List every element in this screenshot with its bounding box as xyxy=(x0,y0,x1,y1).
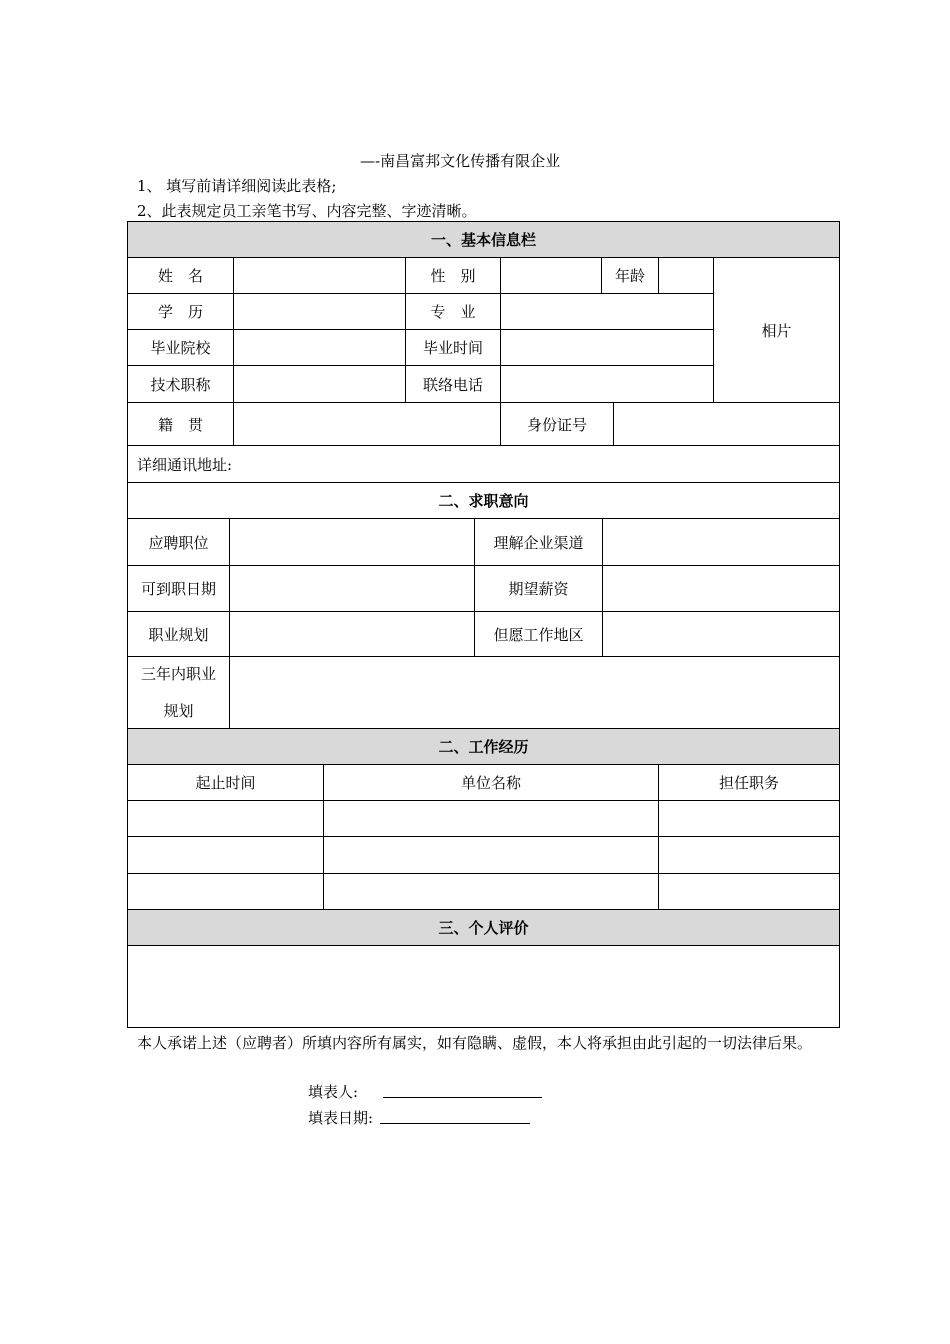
work-row-2-role[interactable] xyxy=(658,836,840,874)
signer-line[interactable] xyxy=(383,1097,542,1098)
three-year-plan-label-line1: 三年内职业 xyxy=(140,664,216,683)
start-date-label: 可到职日期 xyxy=(127,565,230,612)
section-basic-info-header: 一、基本信息栏 xyxy=(127,221,840,258)
position-label: 应聘职位 xyxy=(127,518,230,566)
three-year-plan-field[interactable] xyxy=(229,656,840,729)
age-label: 年龄 xyxy=(601,257,659,294)
work-row-2-company[interactable] xyxy=(323,836,659,874)
work-area-label: 但愿工作地区 xyxy=(474,611,603,657)
col-time-header: 起止时间 xyxy=(127,764,324,801)
col-role-header: 担任职务 xyxy=(658,764,840,801)
instruction-note-1: 1、 填写前请详细阅读此表格; xyxy=(137,177,337,195)
tech-title-label: 技术职称 xyxy=(127,365,234,403)
section-work-history-header: 二、工作经历 xyxy=(127,728,840,765)
name-field[interactable] xyxy=(233,257,406,294)
three-year-plan-label-line2: 规划 xyxy=(163,701,194,720)
work-row-2-time[interactable] xyxy=(127,836,324,874)
education-field[interactable] xyxy=(233,293,406,330)
work-row-3-role[interactable] xyxy=(658,873,840,910)
work-row-3-company[interactable] xyxy=(323,873,659,910)
career-plan-label: 职业规划 xyxy=(127,611,230,657)
position-field[interactable] xyxy=(229,518,475,566)
id-number-field[interactable] xyxy=(613,402,840,446)
gender-field[interactable] xyxy=(500,257,602,294)
self-evaluation-field[interactable] xyxy=(127,945,840,1028)
native-place-label: 籍 贯 xyxy=(127,402,234,446)
work-area-field[interactable] xyxy=(602,611,840,657)
name-label: 姓 名 xyxy=(127,257,234,294)
school-label: 毕业院校 xyxy=(127,329,234,366)
address-field[interactable]: 详细通讯地址: xyxy=(127,445,840,483)
career-plan-field[interactable] xyxy=(229,611,475,657)
native-place-field[interactable] xyxy=(233,402,501,446)
salary-field[interactable] xyxy=(602,565,840,612)
section-self-evaluation-header: 三、个人评价 xyxy=(127,909,840,946)
age-field[interactable] xyxy=(658,257,714,294)
channel-label: 理解企业渠道 xyxy=(474,518,603,566)
date-line[interactable] xyxy=(380,1123,530,1124)
gender-label: 性 别 xyxy=(405,257,501,294)
major-field[interactable] xyxy=(500,293,714,330)
pledge-statement: 本人承诺上述（应聘者）所填内容所有属实，如有隐瞒、虚假，本人将承担由此引起的一切法律后果。 xyxy=(137,1034,813,1052)
school-field[interactable] xyxy=(233,329,406,366)
instruction-note-2: 2、此表规定员工亲笔书写、内容完整、字迹清晰。 xyxy=(137,202,477,220)
tech-title-field[interactable] xyxy=(233,365,406,403)
grad-time-field[interactable] xyxy=(500,329,714,366)
work-row-1-company[interactable] xyxy=(323,800,659,837)
signer-label: 填表人: xyxy=(308,1083,359,1101)
education-label: 学 历 xyxy=(127,293,234,330)
work-row-1-time[interactable] xyxy=(127,800,324,837)
section-job-intent-header: 二、求职意向 xyxy=(127,482,840,519)
phone-label: 联络电话 xyxy=(405,365,501,403)
three-year-plan-label xyxy=(127,656,230,729)
work-row-1-role[interactable] xyxy=(658,800,840,837)
phone-field[interactable] xyxy=(500,365,714,403)
salary-label: 期望薪资 xyxy=(474,565,603,612)
work-row-3-time[interactable] xyxy=(127,873,324,910)
major-label: 专 业 xyxy=(405,293,501,330)
company-subtitle: —-南昌富邦文化传播有限企业 xyxy=(360,152,561,170)
grad-time-label: 毕业时间 xyxy=(405,329,501,366)
date-label: 填表日期: xyxy=(308,1109,374,1127)
col-company-header: 单位名称 xyxy=(323,764,659,801)
photo-box[interactable]: 相片 xyxy=(713,257,840,403)
id-number-label: 身份证号 xyxy=(500,402,614,446)
channel-field[interactable] xyxy=(602,518,840,566)
start-date-field[interactable] xyxy=(229,565,475,612)
